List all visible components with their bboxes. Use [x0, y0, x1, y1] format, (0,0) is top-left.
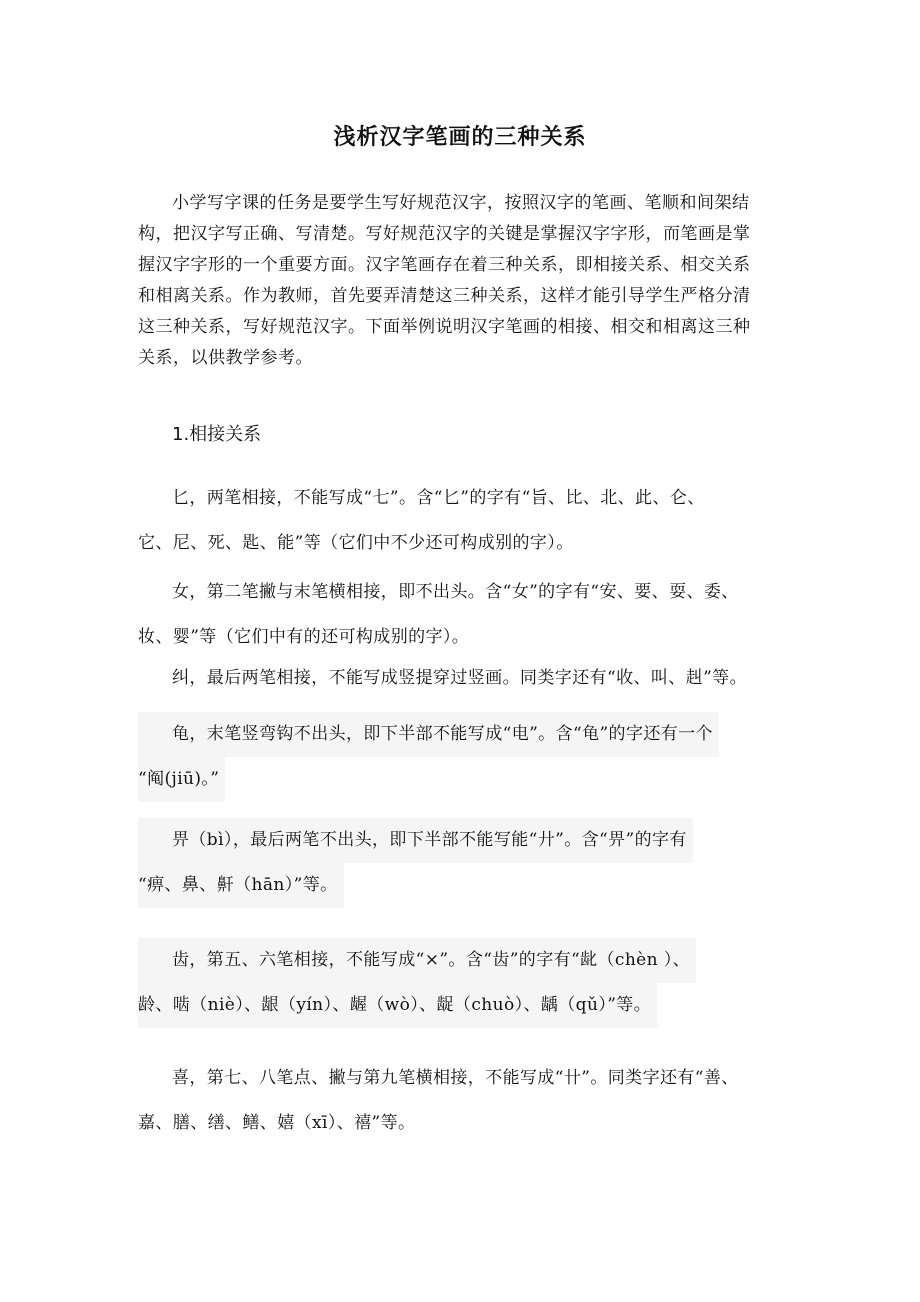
item-line: 匕，两笔相接，不能写成“七”。含“匕”的字有“旨、比、北、此、仑、: [172, 488, 705, 508]
intro-paragraph: [138, 188, 788, 374]
intro-line: 关系，以供教学参考。: [138, 348, 313, 368]
page-title: 浅析汉字笔画的三种关系: [333, 125, 587, 150]
item-line: “阄(jiū)。”: [138, 757, 225, 802]
intro-line: 这三种关系，写好规范汉字。下面举例说明汉字笔画的相接、相交和相离这三种: [138, 317, 751, 337]
item-line: “痹、鼻、鼾（hān）”等。: [138, 863, 344, 908]
example-item-bi2: [138, 818, 793, 908]
example-item-nv: [138, 570, 793, 660]
intro-line: 小学写字课的任务是要学生写好规范汉字，按照汉字的笔画、笔顺和间架结: [172, 193, 750, 213]
item-line: 龟，末笔竖弯钩不出头，即下半部不能写成“电”。含“龟”的字还有一个: [138, 712, 719, 757]
item-line: 喜，第七、八笔点、撇与第九笔横相接，不能写成“卄”。同类字还有“善、: [172, 1068, 739, 1088]
intro-line: 和相离关系。作为教师，首先要弄清楚这三种关系，这样才能引导学生严格分清: [138, 286, 751, 306]
example-item-gui: [138, 712, 793, 802]
example-item-chi: [138, 938, 793, 1028]
example-item-jiu: [138, 656, 793, 701]
item-line: 女，第二笔撇与末笔横相接，即不出头。含“女”的字有“安、要、耍、委、: [172, 582, 739, 602]
item-line: 龄、啮（niè）、龈（yín）、龌（wò）、龊（chuò）、龋（qǔ）”等。: [138, 983, 657, 1028]
intro-line: 构，把汉字写正确、写清楚。写好规范汉字的关键是掌握汉字字形，而笔画是掌: [138, 224, 751, 244]
example-item-bi: [138, 476, 793, 566]
section-heading: 1.相接关系: [172, 424, 262, 445]
intro-line: 握汉字字形的一个重要方面。汉字笔画存在着三种关系，即相接关系、相交关系: [138, 255, 751, 275]
item-line: 畀（bì），最后两笔不出头，即下半部不能写能“廾”。含“畀”的字有: [138, 818, 693, 863]
item-line: 纠，最后两笔相接，不能写成竖提穿过竖画。同类字还有“收、叫、赳”等。: [172, 668, 747, 688]
item-line: 齿，第五、六笔相接，不能写成“×”。含“齿”的字有“龀（chèn ）、: [138, 938, 696, 983]
item-line: 妆、婴”等（它们中有的还可构成别的字）。: [138, 627, 470, 647]
item-line: 它、尼、死、匙、能”等（它们中不少还可构成别的字）。: [138, 533, 574, 553]
item-line: 嘉、膳、缮、鳝、嬉（xī）、禧”等。: [138, 1113, 416, 1133]
example-item-xi: [138, 1056, 793, 1146]
